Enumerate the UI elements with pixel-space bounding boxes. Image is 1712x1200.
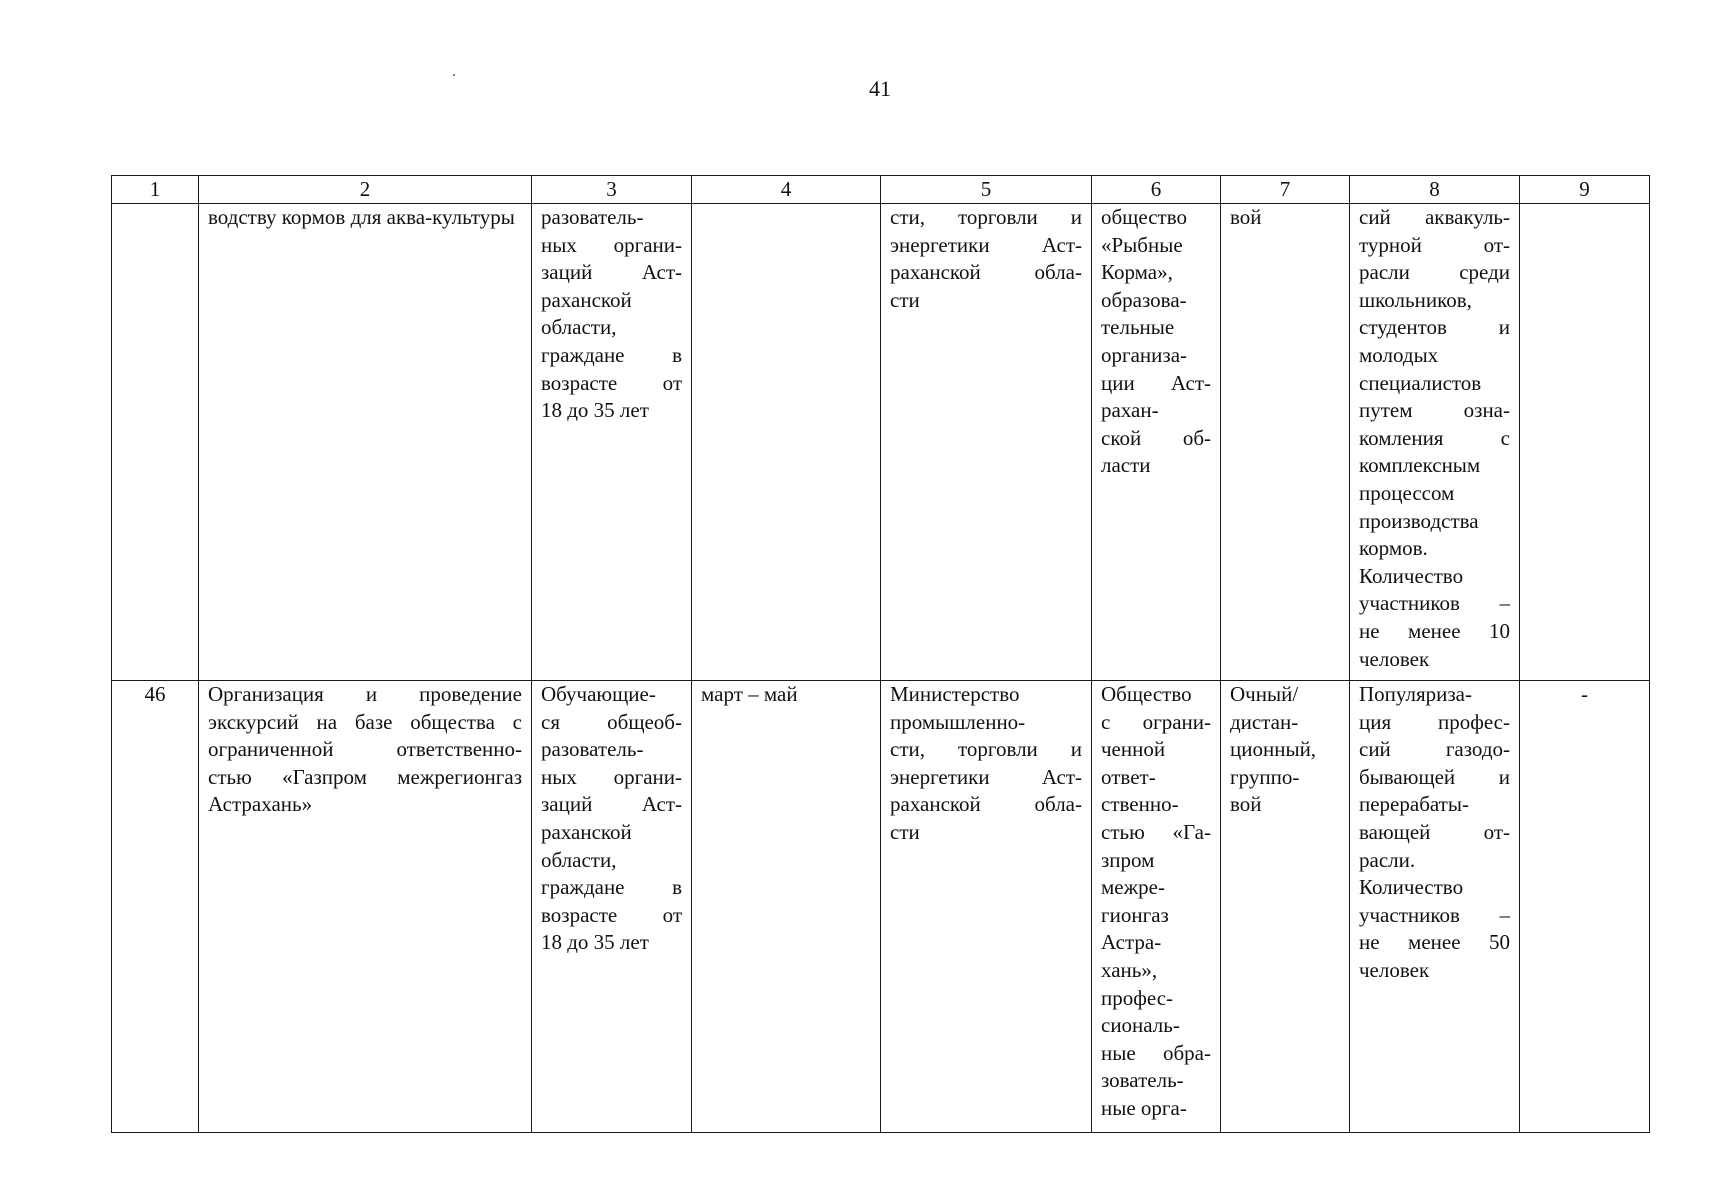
cell-text-line: бывающей и (1359, 764, 1510, 789)
cell-text-line: Корма», (1101, 260, 1173, 285)
cell-text-line: ской об- (1101, 425, 1211, 450)
cell-text-line: заций Аст- (541, 260, 682, 285)
cell-text-line: ственно- (1101, 792, 1179, 817)
page-number: 41 (869, 76, 891, 101)
cell-text-line: возрасте от (541, 902, 682, 927)
table-row-continuation (112, 204, 1650, 681)
cell-text-line: Организация и проведение (208, 682, 522, 706)
cell-text-line: энергетики Аст- (890, 232, 1082, 257)
cell-text-line: Астра- (1101, 930, 1162, 955)
cell-dates (692, 204, 881, 681)
cell-text-line: образова- (1101, 287, 1187, 312)
cell-results (1350, 204, 1520, 681)
cell-text-line: специалистов (1359, 370, 1482, 395)
cell-text-line: граждане в (541, 342, 682, 367)
cell-text-line: производства (1359, 508, 1479, 533)
cell-text-line: ные орга- (1101, 1095, 1187, 1120)
cell-text-line: граждане в (541, 875, 682, 900)
cell-format: вой (1221, 204, 1350, 681)
cell-format (1221, 681, 1350, 1133)
cell-text-line: дистан- (1230, 709, 1299, 734)
cell-number: 46 (112, 681, 199, 1133)
cell-text-line: расли. (1359, 847, 1416, 872)
cell-text-line: Общество (1101, 682, 1192, 706)
cell-text-line: ных органи- (541, 764, 682, 789)
table-row-46 (112, 681, 1650, 1133)
cell-text-line: раханской обла- (890, 792, 1082, 817)
cell-text-line: сий газодо- (1359, 737, 1510, 762)
cell-text-line: промышленно- (890, 709, 1026, 734)
cell-text-line: зпром (1101, 847, 1155, 872)
cell-text-line: профес- (1101, 985, 1174, 1010)
header-col-4: 4 (692, 176, 881, 204)
cell-text-line: ция профес- (1359, 709, 1510, 734)
cell-text-line: с ограни- (1101, 709, 1211, 734)
cell-text-line: турной от- (1359, 232, 1510, 257)
cell-text-line: стью «Га- (1101, 819, 1211, 844)
cell-text-line: процессом (1359, 480, 1455, 505)
cell-text-line: ционный, (1230, 737, 1317, 762)
cell-text-line: сти, торговли и (890, 205, 1082, 229)
cell-text-line: Министерство (890, 682, 1020, 706)
cell-text-line: Количество (1359, 563, 1464, 588)
cell-text-line: группо- (1230, 764, 1300, 789)
cell-event-name (199, 681, 532, 1133)
cell-text-line: возрасте от (541, 370, 682, 395)
cell-text-line: кормов. (1359, 536, 1428, 561)
cell-text-line: заций Аст- (541, 792, 682, 817)
cell-text-line: сий аквакуль- (1359, 205, 1510, 229)
cell-text-line: Количество (1359, 875, 1464, 900)
cell-text-line: ся общеоб- (541, 709, 682, 734)
cell-text-line: области, (541, 315, 617, 340)
cell-text-line: участников – (1359, 902, 1510, 927)
cell-text-line: не менее 50 (1359, 930, 1510, 955)
header-col-8: 8 (1350, 176, 1520, 204)
cell-text-line: 18 до 35 лет (541, 930, 649, 955)
activities-table (111, 175, 1650, 1133)
cell-text-line: раханской (541, 287, 632, 312)
cell-text-line: тельные (1101, 315, 1175, 340)
cell-text-line: экскурсий на базе общества с (208, 709, 522, 734)
cell-text-line: Очный/ (1230, 682, 1299, 706)
cell-text-line: Популяриза- (1359, 682, 1472, 706)
cell-text-line: Обучающие- (541, 682, 656, 706)
cell-text-line: участников – (1359, 591, 1510, 616)
header-col-6: 6 (1092, 176, 1221, 204)
cell-text-line: общество (1101, 205, 1187, 229)
header-col-2: 2 (199, 176, 532, 204)
cell-partners (1092, 681, 1221, 1133)
cell-text-line: хань», (1101, 957, 1158, 982)
header-col-1: 1 (112, 176, 199, 204)
cell-text-line: не менее 10 (1359, 618, 1510, 643)
cell-text-line: «Рыбные (1101, 232, 1183, 257)
cell-text-line: школьников, (1359, 287, 1472, 312)
cell-text-line: ограниченной ответственно- (208, 737, 522, 762)
header-row (112, 176, 1650, 204)
cell-text-line: разователь- (541, 205, 644, 229)
cell-text-line: энергетики Аст- (890, 764, 1082, 789)
cell-notes: - (1520, 681, 1650, 1133)
header-col-3: 3 (532, 176, 692, 204)
cell-text-line: ответ- (1101, 764, 1156, 789)
cell-text-line: комления с (1359, 425, 1510, 450)
cell-responsible (881, 204, 1092, 681)
header-col-5: 5 (881, 176, 1092, 204)
cell-text-line: межре- (1101, 875, 1165, 900)
cell-text-line: рахан- (1101, 398, 1159, 423)
cell-responsible (881, 681, 1092, 1133)
cell-text-line: ные обра- (1101, 1040, 1211, 1065)
cell-text-line: стью «Газпром межрегионгаз (208, 764, 522, 789)
cell-event-name: водству кормов для аква-культуры (199, 204, 532, 681)
cell-text-line: человек (1359, 957, 1430, 982)
cell-text-line: сти (890, 819, 920, 844)
cell-text-line: расли среди (1359, 260, 1510, 285)
cell-text-line: гионгаз (1101, 902, 1169, 927)
cell-text-line: комплексным (1359, 453, 1481, 478)
cell-notes (1520, 204, 1650, 681)
cell-text-line: вающей от- (1359, 819, 1510, 844)
header-col-7: 7 (1221, 176, 1350, 204)
cell-results (1350, 681, 1520, 1133)
cell-text-line: сиональ- (1101, 1013, 1180, 1038)
cell-text-line: организа- (1101, 342, 1188, 367)
cell-text-line: перерабаты- (1359, 792, 1469, 817)
cell-text-line: сти, торговли и (890, 737, 1082, 762)
cell-text-line: зователь- (1101, 1068, 1184, 1093)
cell-text-line: вой (1230, 792, 1262, 817)
cell-text-line: разователь- (541, 737, 644, 762)
cell-text-line: 18 до 35 лет (541, 398, 649, 423)
header-col-9: 9 (1520, 176, 1650, 204)
cell-text-line: сти (890, 287, 920, 312)
cell-text-line: области, (541, 847, 617, 872)
cell-text-line: человек (1359, 646, 1430, 671)
cell-dates: март – май (692, 681, 881, 1133)
cell-text-line: ченной (1101, 737, 1166, 762)
cell-participants (532, 681, 692, 1133)
cell-text-line: ных органи- (541, 232, 682, 257)
cell-text-line: ции Аст- (1101, 370, 1211, 395)
cell-text-line: путем озна- (1359, 398, 1510, 423)
cell-text-line: молодых (1359, 342, 1439, 367)
cell-text-line: ласти (1101, 453, 1151, 478)
cell-partners (1092, 204, 1221, 681)
cell-text-line: студентов и (1359, 315, 1510, 340)
cell-text-line: раханской обла- (890, 260, 1082, 285)
cell-participants (532, 204, 692, 681)
cell-text-line: раханской (541, 819, 632, 844)
cell-number (112, 204, 199, 681)
cell-text-line: Астрахань» (208, 792, 313, 817)
